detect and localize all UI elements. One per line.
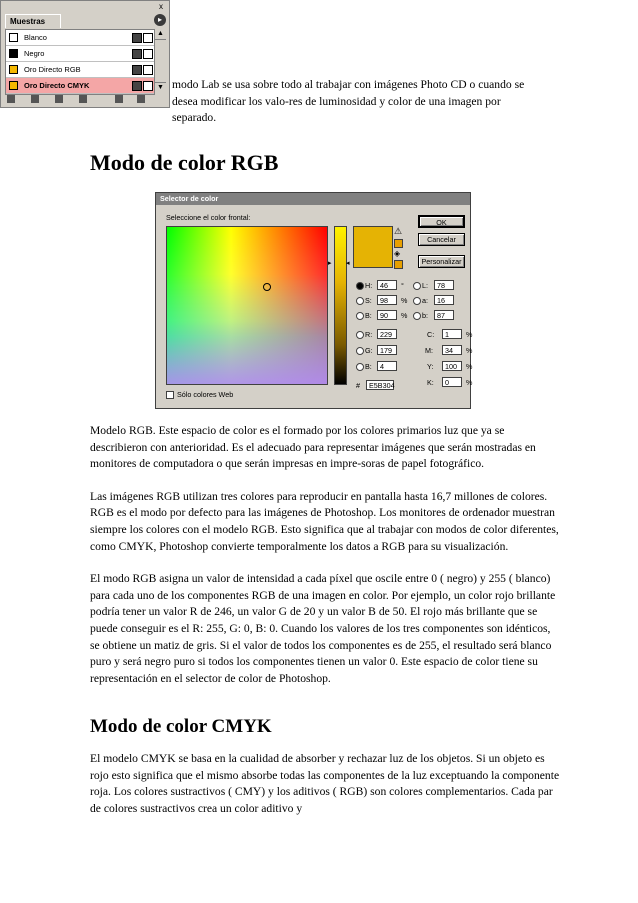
dialog-title: Selector de color [156,193,470,205]
s-input[interactable]: 98 [377,295,397,305]
web-color-chip[interactable] [394,260,403,269]
g-input[interactable]: 179 [377,345,397,355]
b-input[interactable]: 90 [377,310,397,320]
field-label: C: [427,330,435,339]
swatch-chip [9,65,18,74]
hex-input[interactable]: E5B304 [366,380,394,390]
radio-g[interactable] [356,347,364,355]
picker-label: Seleccione el color frontal: [166,213,251,222]
panel-menu-icon[interactable]: ▸ [154,14,166,26]
new-swatch-icon[interactable] [115,95,123,103]
swatch-list [5,29,155,95]
web-cube-icon[interactable]: ◈ [394,249,401,258]
swatch-chip [9,33,18,42]
field-label: B: [365,311,372,320]
checkbox-box[interactable] [166,391,174,399]
radio-lab-b[interactable] [413,312,421,320]
r-input[interactable]: 229 [377,329,397,339]
unit-label: % [401,311,408,320]
a-input[interactable]: 16 [434,295,454,305]
paragraph: El modo RGB asigna un valor de intensidad a cada píxel que oscile entre 0 ( negro) y 255 ( blanco) para cada uno de los componentes RGB de una imagen en color. Por ejemplo, un color rojo brillante podría tener un valor R de 246, un valor G de 20 y un valor B de 50. El rojo más brillante que se puede conseguir es el R: 255, G: 0, B: 0. Cuando los valores de los tres componentes son idénticos, se obtiene un matiz de gris. Si el valor de todos los componentes es de 255, el resultado será blanco puro y será negro puro si todos los componentes tienen un valor 0. Este espacio de color tiene su representación en el selector de color de Photoshop. [90,572,556,685]
color-mode-icon [132,65,142,75]
tool-icon[interactable] [79,95,87,103]
y-input[interactable]: 100 [442,361,462,371]
section-heading-rgb: Modo de color RGB [90,150,279,175]
scroll-up-icon[interactable]: ▲ [155,29,166,40]
rgb-text [90,423,560,687]
radio-s[interactable] [356,297,364,305]
gamut-color-chip[interactable] [394,239,403,248]
c-input[interactable]: 1 [442,329,462,339]
color-mode-icon [132,81,142,91]
paragraph: Las imágenes RGB utilizan tres colores para reproducir en pantalla hasta 16,7 millones de colores. RGB es el modo por defecto para las imágenes de Photoshop. Los monitores de ordenador muestran siempre los colores con el modelo RGB. Esto significa que al trabajar con modos de color diferentes, como CMYK, Photoshop convierte temporalmente los datos a RGB para su visualización. [90,489,559,553]
color-type-icon [143,33,153,43]
swatch-row-blanco[interactable] [6,30,154,46]
field-label: Y: [427,362,434,371]
rgb-b-input[interactable]: 4 [377,361,397,371]
swatch-chip [9,81,18,90]
unit-label: % [466,346,473,355]
slider-arrow-icon[interactable]: ◂ [346,260,350,267]
field-label: G: [365,346,373,355]
radio-rgb-b[interactable] [356,363,364,371]
tab-swatches[interactable]: Muestras [5,14,61,28]
field-label: K: [427,378,434,387]
radio-b[interactable] [356,312,364,320]
k-input[interactable]: 0 [442,377,462,387]
radio-h[interactable] [356,282,364,290]
slider-arrow-icon[interactable]: ▸ [328,260,332,267]
field-label: a: [422,296,428,305]
unit-label: % [466,378,473,387]
swatch-row-oro-rgb[interactable] [6,62,154,78]
field-label: S: [365,296,372,305]
color-mode-icon [132,49,142,59]
h-input[interactable]: 46 [377,280,397,290]
unit-label: % [466,330,473,339]
color-type-icon [143,65,153,75]
field-label: B: [365,362,372,371]
color-picker-dialog [155,192,471,409]
color-type-icon [143,49,153,59]
tool-icon[interactable] [55,95,63,103]
swatch-scrollbar[interactable] [154,29,166,93]
l-input[interactable]: 78 [434,280,454,290]
unit-label: % [466,362,473,371]
trash-icon[interactable] [137,95,145,103]
tool-icon[interactable] [7,95,15,103]
field-label: R: [365,330,373,339]
m-input[interactable]: 34 [442,345,462,355]
close-icon[interactable]: x [159,2,163,11]
scroll-down-icon[interactable]: ▼ [155,82,166,93]
current-color-swatch [353,226,393,268]
web-only-checkbox[interactable] [166,390,233,399]
panel-toolbar [5,94,155,106]
radio-l[interactable] [413,282,421,290]
color-mode-icon [132,33,142,43]
unit-label: ° [401,281,404,290]
field-label: L: [422,281,428,290]
ok-button[interactable]: OK [418,215,465,228]
swatch-chip [9,49,18,58]
swatches-panel [0,0,170,108]
web-only-label: Sólo colores Web [177,390,234,399]
paragraph: Modelo RGB. Este espacio de color es el formado por los colores primarios luz que ya se describieron con anterioridad. Es el adecuado para representar imágenes que serán mostradas en monitores de computadora o que serán impresas en impre-soras de papel fotográfico. [90,424,536,471]
cmyk-text [90,751,560,817]
radio-r[interactable] [356,331,364,339]
color-cursor[interactable] [263,283,271,291]
field-label: H: [365,281,373,290]
custom-button[interactable]: Personalizar [418,255,465,268]
gamut-warning-icon[interactable]: ⚠ [394,226,403,236]
swatch-label: Negro [24,49,45,58]
field-label: M: [425,346,433,355]
radio-a[interactable] [413,297,421,305]
color-type-icon [143,81,153,91]
section-heading-cmyk: Modo de color CMYK [90,716,272,737]
color-field[interactable] [166,226,328,385]
swatch-label: Oro Directo CMYK [24,81,90,90]
hue-slider[interactable] [334,226,347,385]
intro-paragraph: modo Lab se usa sobre todo al trabajar con imágenes Photo CD o cuando se desea modificar los valo-res de luminosidad y color de una imagen por separado. [172,78,525,125]
paragraph: El modelo CMYK se basa en la cualidad de absorber y rechazar luz de los objetos. Si un objeto es rojo esto significa que el mismo absorbe todas las componentes de la luz exceptuando la componente roja. Los colores sustractivos ( CMY) y los aditivos ( RGB) son colores complementarios. Cada par de colores sustractivos crea un color aditivo y [90,752,560,815]
swatch-label: Oro Directo RGB [24,65,81,74]
cancel-button[interactable]: Cancelar [418,233,465,246]
lab-b-input[interactable]: 87 [434,310,454,320]
unit-label: % [401,296,408,305]
field-label: b: [422,311,428,320]
swatch-row-negro[interactable] [6,46,154,62]
hex-label: # [356,381,360,390]
tool-icon[interactable] [31,95,39,103]
color-field-overlay [167,227,327,384]
swatch-row-oro-cmyk[interactable] [6,78,154,94]
swatch-label: Blanco [24,33,47,42]
